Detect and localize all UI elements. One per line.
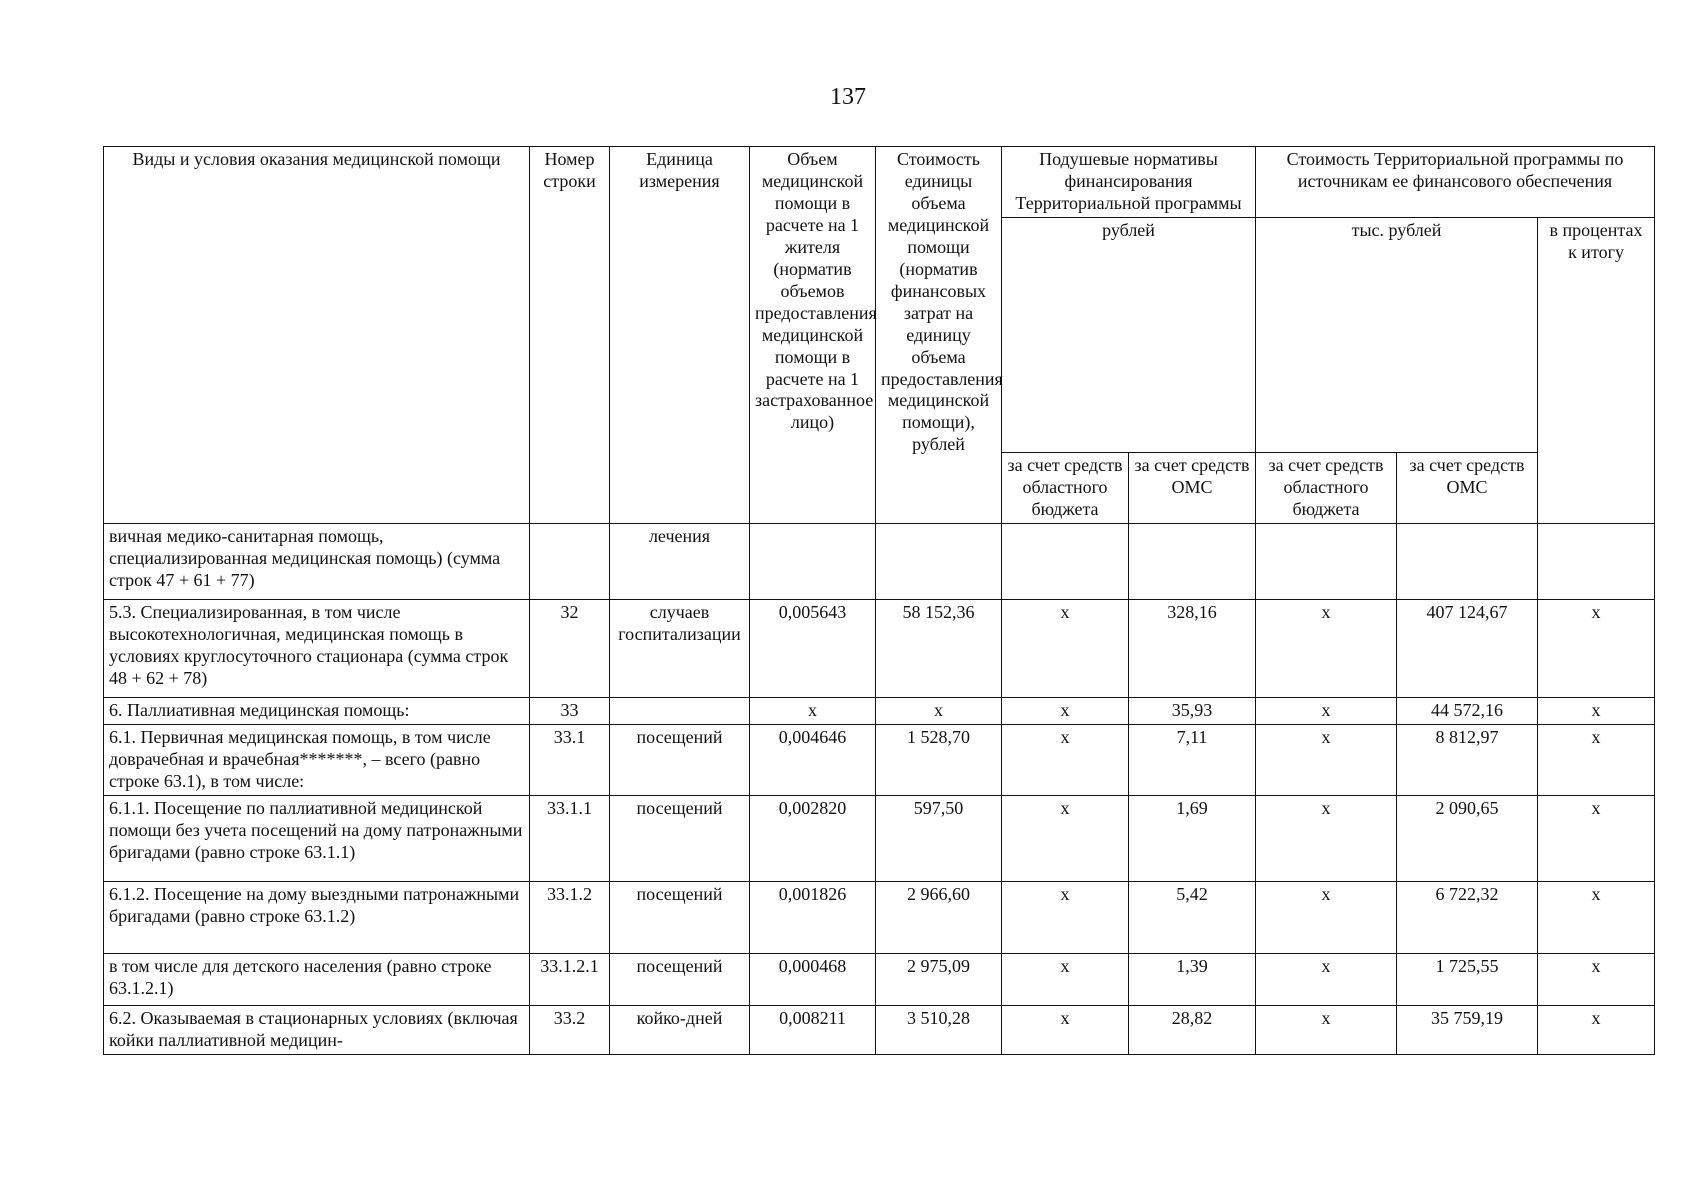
- table-row: [104, 953, 1655, 1005]
- row-volume: 0,001826: [750, 881, 876, 953]
- header-volume: Объем медицинской помощи в расчете на 1 жителя (норматив объемов предоставления медицинской помощи в расчете на 1 застрахованное лицо): [750, 147, 876, 524]
- row-volume: [750, 524, 876, 600]
- program-cost-table: [103, 146, 1655, 1055]
- row-name: 6.1.2. Посещение на дому выездными патронажными бригадами (равно строке 63.1.2): [104, 881, 530, 953]
- table-row: [104, 1005, 1655, 1054]
- row-unit: посещений: [610, 724, 750, 795]
- row-percent: х: [1538, 1005, 1655, 1054]
- row-cost-oms: 407 124,67: [1397, 600, 1538, 698]
- row-cost-oms: 6 722,32: [1397, 881, 1538, 953]
- row-unit-cost: х: [876, 698, 1002, 725]
- row-cost-budget: х: [1256, 1005, 1397, 1054]
- table-row: [104, 524, 1655, 600]
- row-unit: лечения: [610, 524, 750, 600]
- row-name: в том числе для детского населения (равно строке 63.1.2.1): [104, 953, 530, 1005]
- header-oms: за счет средств ОМС: [1129, 453, 1256, 524]
- row-per-capita-budget: х: [1002, 953, 1129, 1005]
- row-unit-cost: 1 528,70: [876, 724, 1002, 795]
- header-unit: Единица измерения: [610, 147, 750, 524]
- row-name: 6.1. Первичная медицинская помощь, в том числе доврачебная и врачебная*******, – всего (равно строке 63.1), в том числе:: [104, 724, 530, 795]
- row-cost-oms: 1 725,55: [1397, 953, 1538, 1005]
- header-per-capita: Подушевые нормативы финансирования Территориальной программы: [1002, 147, 1256, 218]
- row-number: 33.1: [530, 724, 610, 795]
- table-body: [104, 524, 1655, 1055]
- row-percent: х: [1538, 698, 1655, 725]
- row-name: 6.2. Оказываемая в стационарных условиях (включая койки паллиативной медицин-: [104, 1005, 530, 1054]
- header-oms-2: за счет средств ОМС: [1397, 453, 1538, 524]
- row-per-capita-oms: 5,42: [1129, 881, 1256, 953]
- row-volume: х: [750, 698, 876, 725]
- row-unit: посещений: [610, 881, 750, 953]
- page-number: 137: [830, 84, 866, 110]
- row-per-capita-budget: х: [1002, 724, 1129, 795]
- row-per-capita-oms: [1129, 524, 1256, 600]
- header-kind: Виды и условия оказания медицинской помощи: [104, 147, 530, 524]
- row-number: 33.2: [530, 1005, 610, 1054]
- header-regional-budget-2: за счет средств областного бюджета: [1256, 453, 1397, 524]
- row-name: 6. Паллиативная медицинская помощь:: [104, 698, 530, 725]
- row-cost-oms: 35 759,19: [1397, 1005, 1538, 1054]
- row-number: 32: [530, 600, 610, 698]
- row-per-capita-budget: [1002, 524, 1129, 600]
- row-number: [530, 524, 610, 600]
- row-unit-cost: [876, 524, 1002, 600]
- row-number: 33.1.2.1: [530, 953, 610, 1005]
- row-percent: [1538, 524, 1655, 600]
- row-per-capita-budget: х: [1002, 881, 1129, 953]
- row-per-capita-budget: х: [1002, 600, 1129, 698]
- table-row: [104, 600, 1655, 698]
- row-unit: случаев госпитализации: [610, 600, 750, 698]
- header-unit-cost: Стоимость единицы объема медицинской помощи (норматив финансовых затрат на единицу объема предоставления медицинской помощи), рублей: [876, 147, 1002, 524]
- row-per-capita-budget: х: [1002, 1005, 1129, 1054]
- row-cost-budget: х: [1256, 953, 1397, 1005]
- table-row: [104, 881, 1655, 953]
- row-per-capita-oms: 1,39: [1129, 953, 1256, 1005]
- table-header: [104, 147, 1655, 524]
- header-row-number: Номер строки: [530, 147, 610, 524]
- row-unit-cost: 2 975,09: [876, 953, 1002, 1005]
- row-cost-oms: 8 812,97: [1397, 724, 1538, 795]
- row-per-capita-oms: 28,82: [1129, 1005, 1256, 1054]
- row-cost-budget: х: [1256, 698, 1397, 725]
- row-unit-cost: 2 966,60: [876, 881, 1002, 953]
- row-per-capita-oms: 328,16: [1129, 600, 1256, 698]
- row-unit-cost: 3 510,28: [876, 1005, 1002, 1054]
- row-name: 6.1.1. Посещение по паллиативной медицинской помощи без учета посещений на дому патронажными бригадами (равно строке 63.1.1): [104, 795, 530, 881]
- row-per-capita-budget: х: [1002, 795, 1129, 881]
- header-percent: в процентах к итогу: [1538, 217, 1655, 523]
- row-cost-budget: х: [1256, 795, 1397, 881]
- header-rubles: рублей: [1002, 217, 1256, 452]
- table-row: [104, 724, 1655, 795]
- row-cost-budget: х: [1256, 724, 1397, 795]
- table-row: [104, 795, 1655, 881]
- header-regional-budget: за счет средств областного бюджета: [1002, 453, 1129, 524]
- row-cost-budget: х: [1256, 600, 1397, 698]
- row-percent: х: [1538, 953, 1655, 1005]
- row-unit-cost: 597,50: [876, 795, 1002, 881]
- row-volume: 0,000468: [750, 953, 876, 1005]
- row-name: 5.3. Специализированная, в том числе высокотехнологичная, медицинская помощь в условиях круглосуточного стационара (сумма строк 48 + 62 + 78): [104, 600, 530, 698]
- row-cost-budget: [1256, 524, 1397, 600]
- row-volume: 0,008211: [750, 1005, 876, 1054]
- row-unit-cost: 58 152,36: [876, 600, 1002, 698]
- row-volume: 0,005643: [750, 600, 876, 698]
- row-per-capita-budget: х: [1002, 698, 1129, 725]
- row-unit: [610, 698, 750, 725]
- row-cost-budget: х: [1256, 881, 1397, 953]
- row-volume: 0,004646: [750, 724, 876, 795]
- row-per-capita-oms: 35,93: [1129, 698, 1256, 725]
- row-number: 33: [530, 698, 610, 725]
- header-program-cost: Стоимость Территориальной программы по источникам ее финансового обеспечения: [1256, 147, 1655, 218]
- row-cost-oms: 44 572,16: [1397, 698, 1538, 725]
- table-row: [104, 698, 1655, 725]
- row-percent: х: [1538, 795, 1655, 881]
- row-unit: посещений: [610, 953, 750, 1005]
- header-thousand-rubles: тыс. рублей: [1256, 217, 1538, 452]
- row-cost-oms: 2 090,65: [1397, 795, 1538, 881]
- row-percent: х: [1538, 881, 1655, 953]
- row-name: вичная медико-санитарная помощь, специализированная медицинская помощь) (сумма строк 47 + 61 + 77): [104, 524, 530, 600]
- row-cost-oms: [1397, 524, 1538, 600]
- row-unit: койко-дней: [610, 1005, 750, 1054]
- row-per-capita-oms: 1,69: [1129, 795, 1256, 881]
- row-volume: 0,002820: [750, 795, 876, 881]
- row-number: 33.1.2: [530, 881, 610, 953]
- row-per-capita-oms: 7,11: [1129, 724, 1256, 795]
- row-unit: посещений: [610, 795, 750, 881]
- row-number: 33.1.1: [530, 795, 610, 881]
- row-percent: х: [1538, 600, 1655, 698]
- row-percent: х: [1538, 724, 1655, 795]
